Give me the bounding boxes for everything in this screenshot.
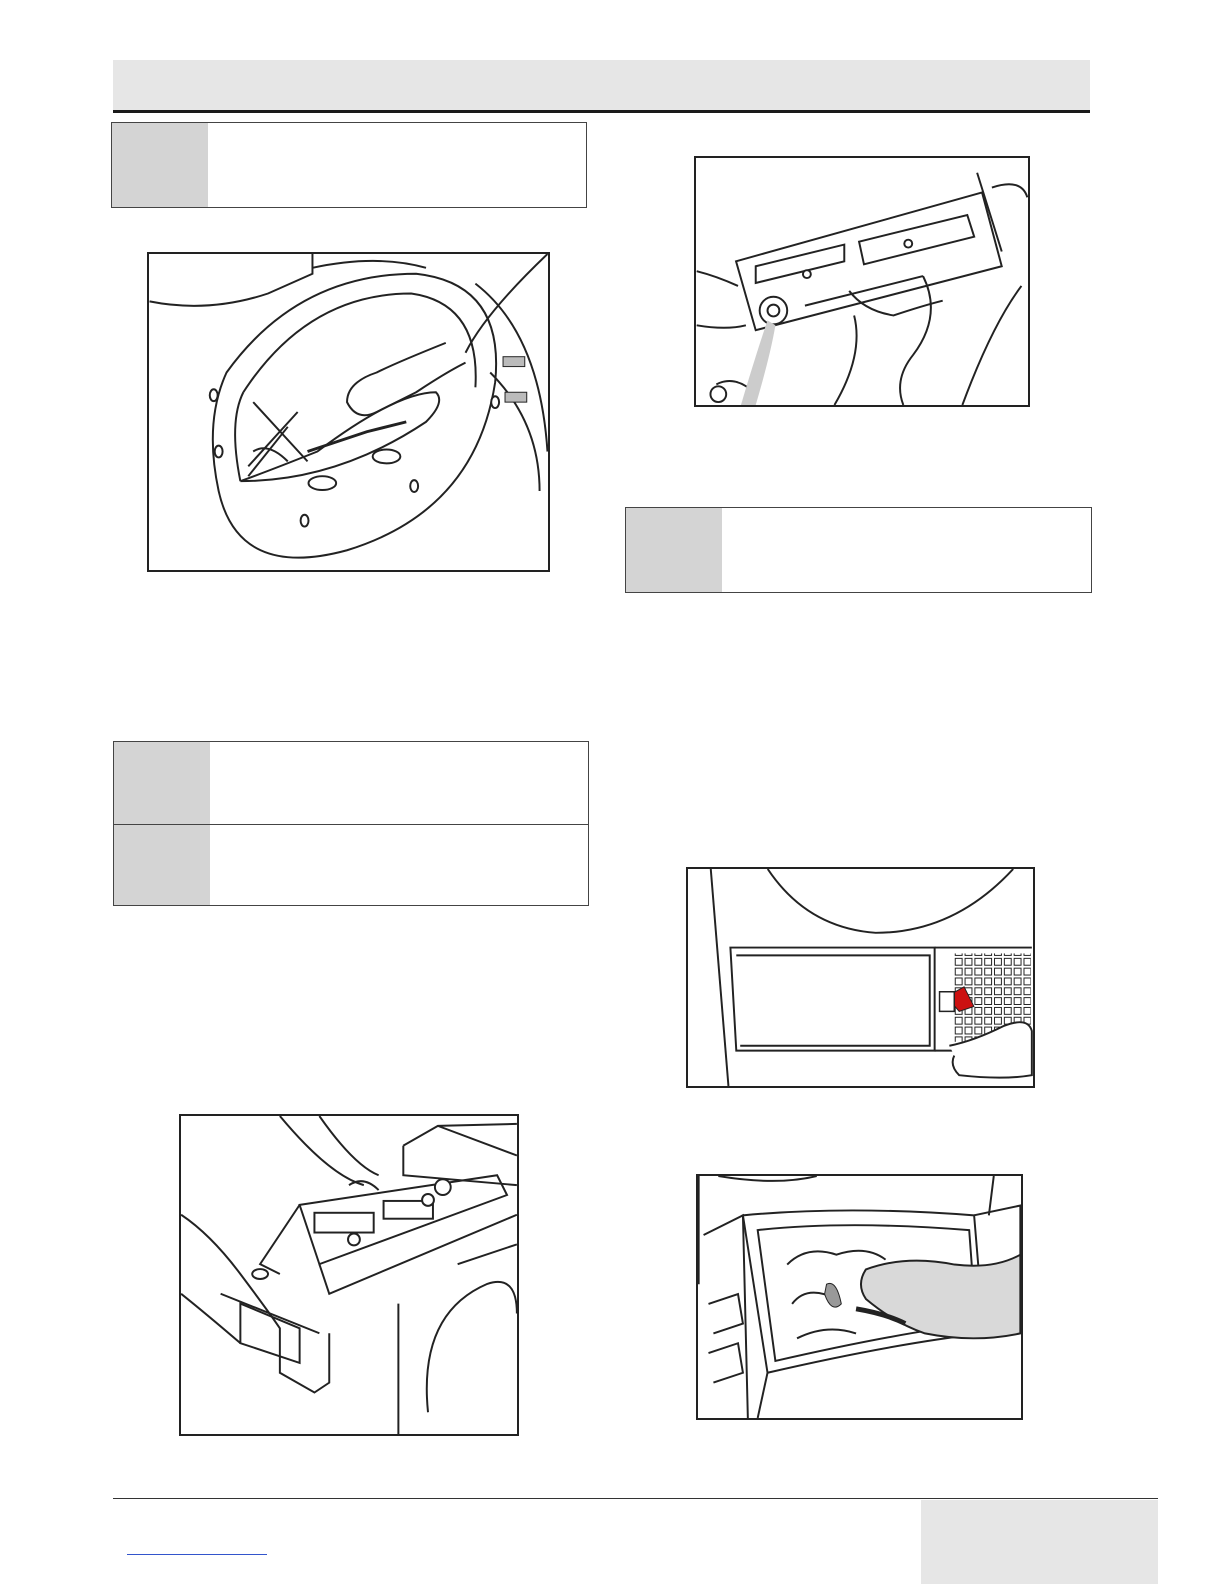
footer-link-underline[interactable] bbox=[127, 1554, 267, 1555]
figure-heat-exchanger bbox=[696, 1174, 1023, 1420]
water-tank-removal-illustration bbox=[181, 1116, 517, 1434]
warning-box-divider bbox=[114, 824, 588, 825]
figure-kick-plate bbox=[686, 867, 1035, 1088]
water-tank-draining-illustration bbox=[696, 158, 1028, 405]
door-filter-cleaning-illustration bbox=[149, 254, 548, 570]
warning-box-4-tab bbox=[626, 508, 722, 592]
footer-rule bbox=[113, 1498, 1158, 1499]
warning-box-4 bbox=[625, 507, 1092, 593]
header-rule bbox=[113, 110, 1090, 113]
figure-tank-removal bbox=[179, 1114, 519, 1436]
warning-box-2 bbox=[113, 741, 589, 906]
heat-exchanger-cleaning-illustration bbox=[698, 1176, 1021, 1418]
page-number-tab bbox=[921, 1500, 1158, 1584]
kick-plate-open-illustration bbox=[688, 869, 1033, 1086]
warning-box-1 bbox=[111, 122, 587, 208]
header-band bbox=[113, 60, 1090, 112]
figure-tank-draining bbox=[694, 156, 1030, 407]
figure-door-filter bbox=[147, 252, 550, 572]
warning-box-1-tab bbox=[112, 123, 208, 207]
